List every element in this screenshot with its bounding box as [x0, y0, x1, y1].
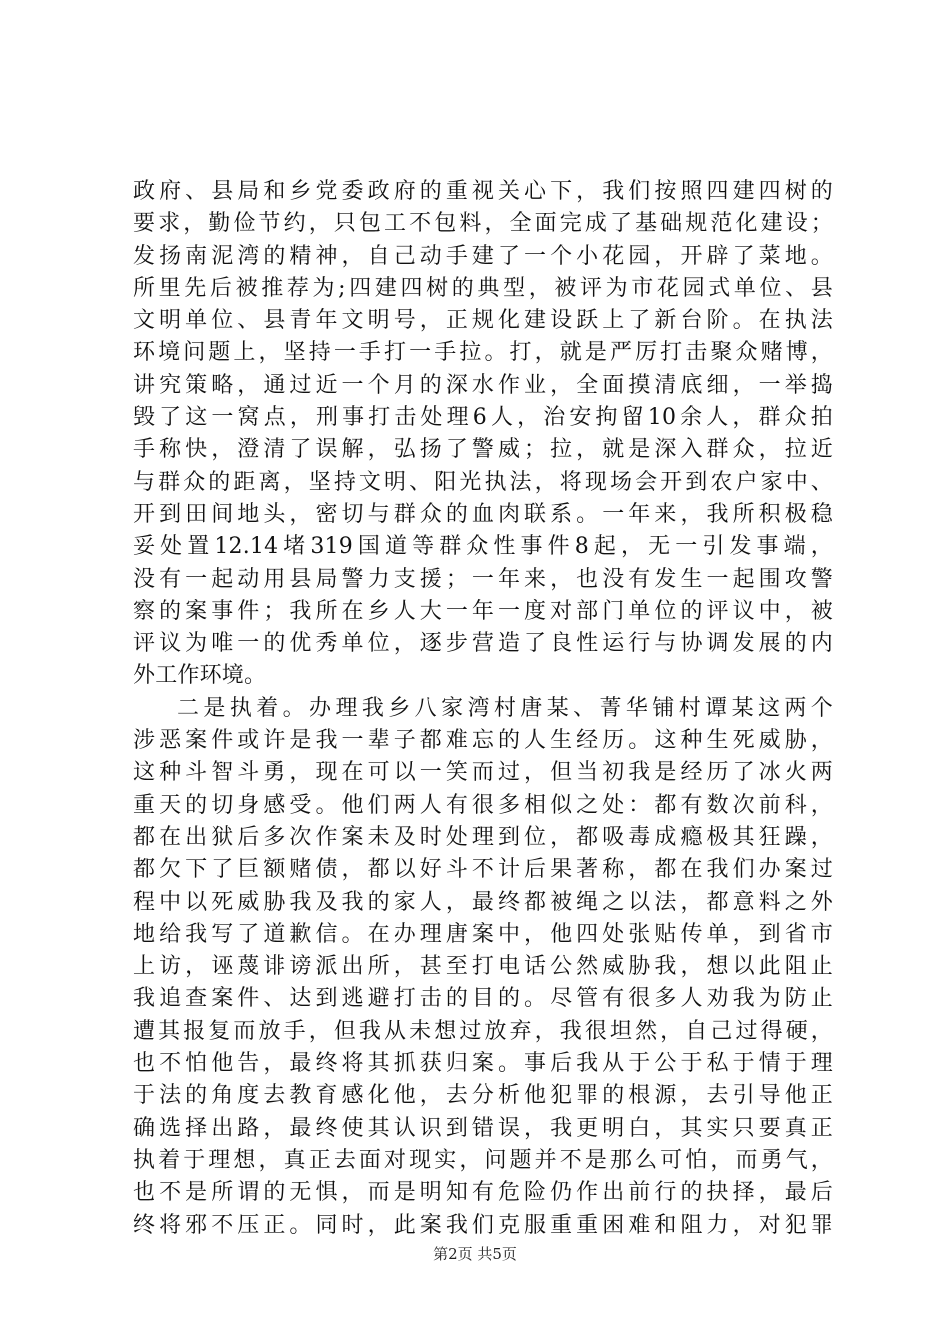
- text-line: 文明单位、县青年文明号，正规化建设跃上了新台阶。在执法: [133, 308, 833, 334]
- text-line: 都在出狱后多次作案未及时处理到位，都吸毒成瘾极其狂躁，: [133, 824, 833, 850]
- text-line: 也不是所谓的无惧，而是明知有危险仍作出前行的抉择，最后: [133, 1180, 833, 1206]
- text-line: 没有一起动用县局警力支援；一年来，也没有发生一起围攻警: [133, 566, 833, 592]
- text-line: 与群众的距离，坚持文明、阳光执法，将现场会开到农户家中、: [133, 469, 833, 495]
- text-line: 开到田间地头，密切与群众的血肉联系。一年来，我所积极稳: [133, 501, 833, 527]
- text-line: 察的案事件；我所在乡人大一年一度对部门单位的评议中，被: [133, 598, 833, 624]
- text-line: 手称快，澄清了误解，弘扬了警威；拉，就是深入群众，拉近: [133, 437, 833, 463]
- text-line: 涉恶案件或许是我一辈子都难忘的人生经历。这种生死威胁，: [133, 728, 833, 754]
- text-line: 执着于理想，真正去面对现实，问题并不是那么可怕，而勇气，: [133, 1147, 833, 1173]
- text-line: 遭其报复而放手，但我从未想过放弃，我很坦然，自己过得硬，: [133, 1018, 833, 1044]
- text-line: 外工作环境。: [133, 663, 267, 689]
- text-line: 重天的切身感受。他们两人有很多相似之处：都有数次前科，: [133, 792, 833, 818]
- text-line: 环境问题上，坚持一手打一手拉。打，就是严厉打击聚众赌博，: [133, 340, 833, 366]
- text-line: 终将邪不压正。同时，此案我们克服重重困难和阻力，对犯罪: [133, 1212, 833, 1238]
- text-line: 也不怕他告，最终将其抓获归案。事后我从于公于私于情于理: [133, 1051, 833, 1077]
- text-line: 所里先后被推荐为;四建四树的典型，被评为市花园式单位、县: [133, 275, 833, 301]
- text-line: 评议为唯一的优秀单位，逐步营造了良性运行与协调发展的内: [133, 631, 833, 657]
- text-line: 毁了这一窝点，刑事打击处理6人，治安拘留10余人，群众拍: [133, 405, 833, 431]
- text-line: 于法的角度去教育感化他，去分析他犯罪的根源，去引导他正: [133, 1083, 833, 1109]
- paragraph-first-line: 二是执着。办理我乡八家湾村唐某、菁华铺村谭某这两个: [177, 695, 833, 721]
- text-line: 上访，诬蔑诽谤派出所，甚至打电话公然威胁我，想以此阻止: [133, 954, 833, 980]
- text-line: 讲究策略，通过近一个月的深水作业，全面摸清底细，一举捣: [133, 372, 833, 398]
- text-line: 确选择出路，最终使其认识到错误，我更明白，其实只要真正: [133, 1115, 833, 1141]
- page-footer: [0, 1243, 950, 1264]
- text-line: 发扬南泥湾的精神，自己动手建了一个小花园，开辟了菜地。: [133, 243, 833, 269]
- page-number-label: 第2页 共5页: [433, 1245, 517, 1263]
- text-line: 我追查案件、达到逃避打击的目的。尽管有很多人劝我为防止: [133, 986, 833, 1012]
- text-line: 地给我写了道歉信。在办理唐案中，他四处张贴传单，到省市: [133, 921, 833, 947]
- text-line: 程中以死威胁我及我的家人，最终都被绳之以法，都意料之外: [133, 889, 833, 915]
- text-line: 这种斗智斗勇，现在可以一笑而过，但当初我是经历了冰火两: [133, 760, 833, 786]
- text-line: 政府、县局和乡党委政府的重视关心下，我们按照四建四树的: [133, 179, 833, 204]
- body-text: [133, 176, 833, 1242]
- text-line: 都欠下了巨额赌债，都以好斗不计后果著称，都在我们办案过: [133, 857, 833, 883]
- text-line: 妥处置12.14堵319国道等群众性事件8起，无一引发事端，: [133, 534, 833, 560]
- text-line: 要求，勤俭节约，只包工不包料，全面完成了基础规范化建设；: [133, 211, 833, 237]
